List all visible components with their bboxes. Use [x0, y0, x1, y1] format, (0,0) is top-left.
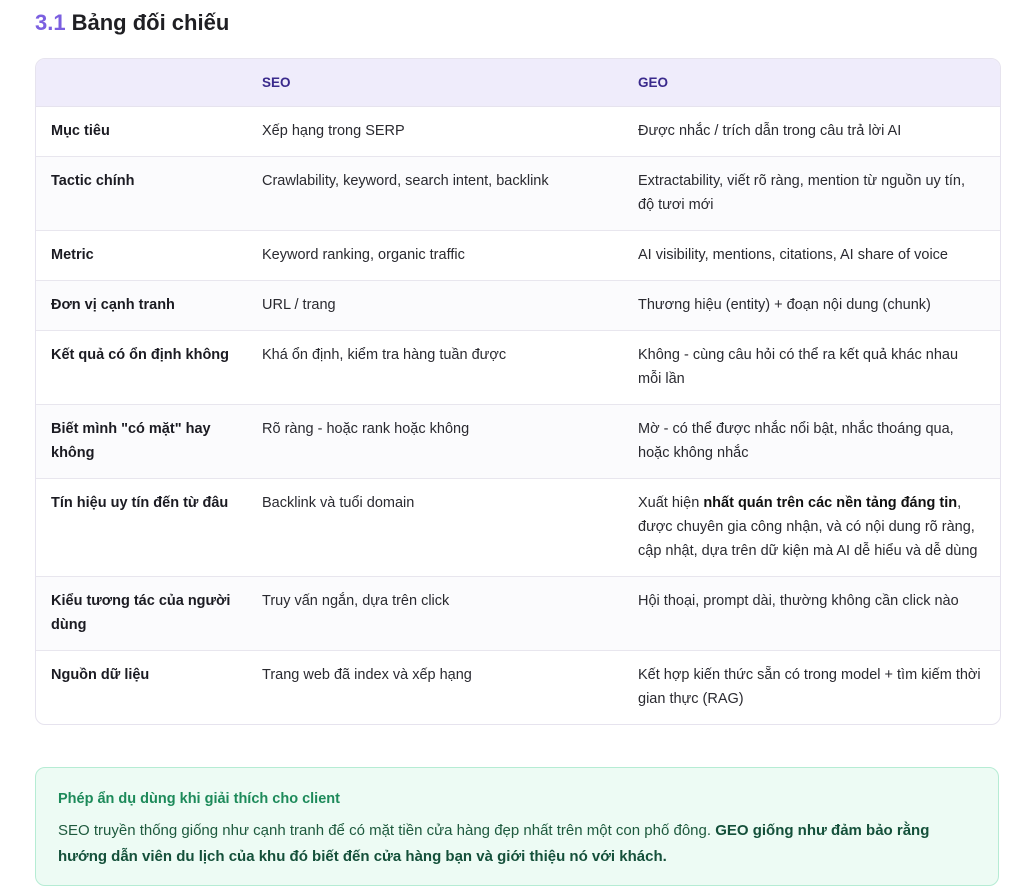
seo-cell: Rõ ràng - hoặc rank hoặc không	[247, 404, 623, 478]
seo-cell: Keyword ranking, organic traffic	[247, 230, 623, 280]
seo-cell: Trang web đã index và xếp hạng	[262, 666, 472, 683]
table-row	[36, 576, 1000, 650]
row-label: Biết mình "có mặt" hay không	[36, 404, 247, 478]
section-heading	[35, 8, 229, 38]
seo-cell: Khá ổn định, kiểm tra hàng tuần được	[247, 330, 623, 404]
geo-cell	[623, 478, 1000, 576]
geo-cell: Được nhắc / trích dẫn trong câu trả lời AI	[623, 106, 1000, 156]
table-row	[36, 106, 1000, 156]
seo-cell: Crawlability, keyword, search intent, backlink	[247, 156, 623, 230]
geo-cell: Không - cùng câu hỏi có thể ra kết quả khác nhau mỗi lần	[623, 330, 1000, 404]
table-row	[36, 230, 1000, 280]
geo-cell-suffix: , được chuyên gia công nhận, và có nội dung rõ ràng, cập nhật, dựa trên dữ kiện mà AI dễ hiểu và dễ dùng	[638, 494, 978, 559]
table-row	[36, 478, 1000, 576]
header-seo: SEO	[247, 59, 623, 106]
section-title: Bảng đối chiếu	[71, 10, 230, 35]
metaphor-callout	[35, 767, 999, 886]
row-label: Đơn vị cạnh tranh	[36, 280, 247, 330]
callout-title: Phép ẩn dụ dùng khi giải thích cho client	[58, 791, 340, 807]
table-row	[36, 650, 1000, 724]
seo-cell: Xếp hạng trong SERP	[247, 106, 623, 156]
header-geo: GEO	[623, 59, 1000, 106]
seo-cell: Truy vấn ngắn, dựa trên click	[247, 576, 623, 650]
header-criteria	[36, 59, 247, 106]
geo-cell: Kết hợp kiến thức sẵn có trong model + tìm kiếm thời gian thực (RAG)	[638, 666, 981, 707]
table-header-row	[36, 59, 1000, 106]
callout-body	[58, 818, 976, 870]
table-row	[36, 280, 1000, 330]
row-label: Kết quả có ổn định không	[36, 330, 247, 404]
comparison-table	[35, 58, 1001, 725]
geo-cell: Hội thoại, prompt dài, thường không cần click nào	[623, 576, 1000, 650]
callout-body-plain: SEO truyền thống giống như cạnh tranh để có mặt tiền cửa hàng đẹp nhất trên một con phố đông.	[58, 822, 716, 839]
row-label: Tín hiệu uy tín đến từ đâu	[36, 478, 247, 576]
row-label: Tactic chính	[36, 156, 247, 230]
row-label: Metric	[36, 230, 247, 280]
geo-cell: Extractability, viết rõ ràng, mention từ nguồn uy tín, độ tươi mới	[623, 156, 1000, 230]
geo-cell: Thương hiệu (entity) + đoạn nội dung (chunk)	[623, 280, 1000, 330]
callout-body-emphasis: GEO giống như đảm bảo rằng hướng dẫn viên du lịch của khu đó biết đến cửa hàng bạn và giới thiệu nó với khách.	[58, 822, 930, 865]
table-row	[36, 330, 1000, 404]
geo-cell-prefix: Xuất hiện	[638, 494, 704, 511]
geo-cell: AI visibility, mentions, citations, AI share of voice	[623, 230, 1000, 280]
table-row	[36, 156, 1000, 230]
seo-cell: Backlink và tuổi domain	[247, 478, 623, 576]
seo-cell: URL / trang	[247, 280, 623, 330]
section-number: 3.1	[35, 10, 66, 35]
row-label: Mục tiêu	[36, 106, 247, 156]
geo-cell-emphasis: nhất quán trên các nền tảng đáng tin	[703, 494, 958, 511]
row-label: Nguồn dữ liệu	[51, 666, 150, 683]
table-row	[36, 404, 1000, 478]
row-label: Kiểu tương tác của người dùng	[36, 576, 247, 650]
geo-cell: Mờ - có thể được nhắc nổi bật, nhắc thoáng qua, hoặc không nhắc	[623, 404, 1000, 478]
